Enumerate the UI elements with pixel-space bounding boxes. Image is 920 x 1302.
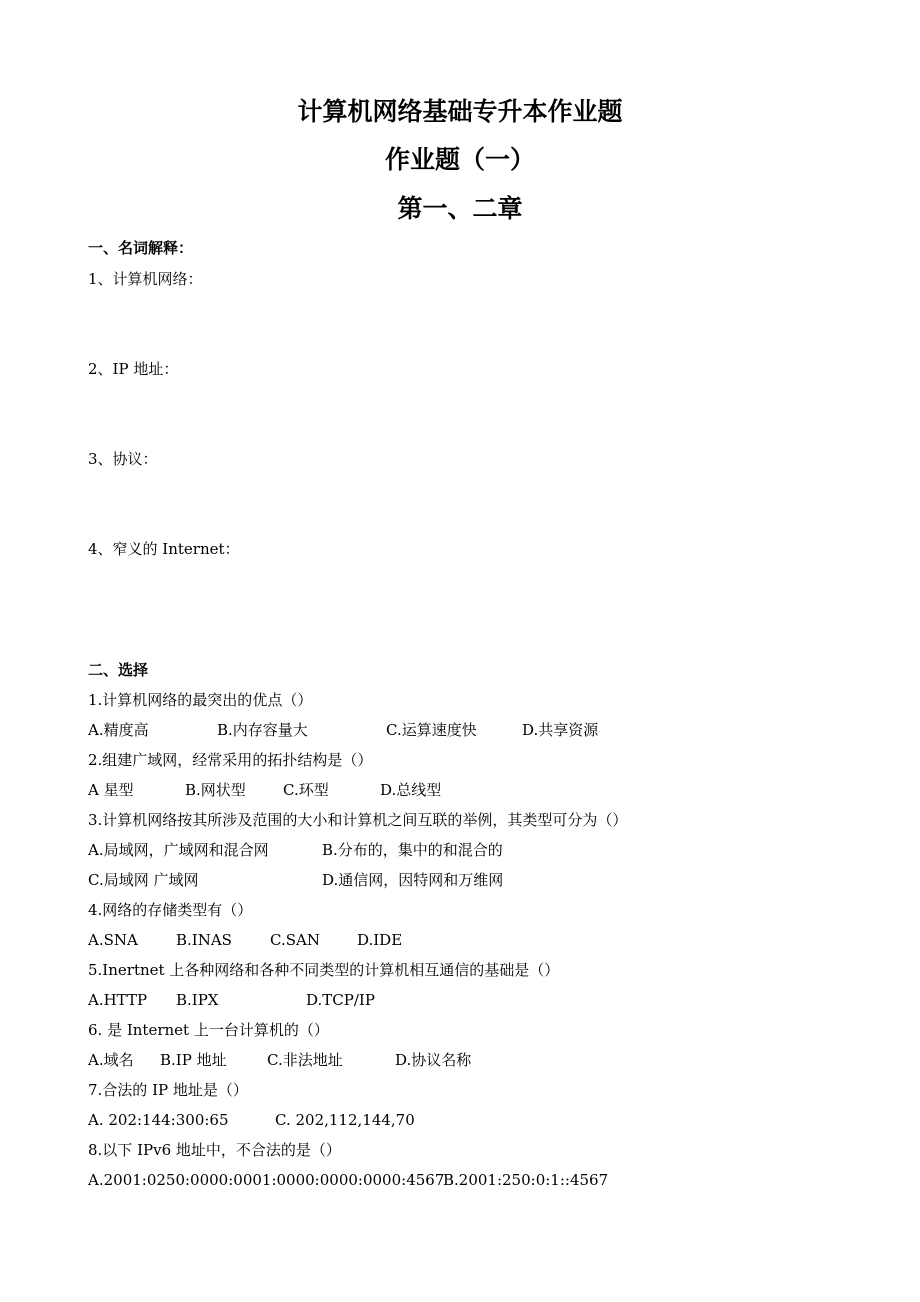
option-d: D.通信网，因特网和万维网 [322,871,504,889]
option-b: B.IPX [176,991,219,1009]
question-text: 5.Inertnet 上各种网络和各种不同类型的计算机相互通信的基础是（） [88,961,560,979]
option-b: B.分布的，集中的和混合的 [322,841,503,859]
option-a: A. 202:144:300:65 [88,1111,229,1129]
term-item: 2、IP 地址： [88,360,179,378]
question-text: 7.合法的 IP 地址是（） [88,1081,248,1099]
option-a: A.域名 [88,1051,134,1069]
option-a: A.HTTP [88,991,148,1009]
question-text: 3.计算机网络按其所涉及范围的大小和计算机之间互联的举例，其类型可分为（） [88,811,628,829]
section-heading-definitions: 一、名词解释： [88,239,194,257]
option-b: B.2001:250:0:1::4567 [443,1171,609,1189]
option-a: A.局域网，广域网和混合网 [88,841,269,859]
question-text: 1.计算机网络的最突出的优点（） [88,691,313,709]
option-c: C.局域网 广域网 [88,871,199,889]
question-text: 8.以下 IPv6 地址中，不合法的是（） [88,1141,341,1159]
option-d: D.共享资源 [522,721,599,739]
option-a: A.精度高 [88,721,149,739]
option-a: A.2001:0250:0000:0001:0000:0000:0000:4567 [88,1171,445,1189]
option-c: C.SAN [270,931,320,949]
option-a: A 星型 [88,781,134,799]
option-c: C.非法地址 [267,1051,343,1069]
option-d: D.IDE [357,931,403,949]
question-text: 4.网络的存储类型有（） [88,901,253,919]
option-b: B.IP 地址 [160,1051,227,1069]
document-title: 计算机网络基础专升本作业题 [297,97,623,126]
question-text: 2.组建广域网，经常采用的拓扑结构是（） [88,751,373,769]
option-d: D.协议名称 [395,1051,472,1069]
option-a: A.SNA [88,931,138,949]
term-item: 4、窄义的 Internet： [88,540,240,558]
option-c: C.环型 [283,781,329,799]
question-text: 6. 是 Internet 上一台计算机的（） [88,1021,329,1039]
term-item: 1、计算机网络： [88,270,203,288]
option-c: C.运算速度快 [386,721,477,739]
term-item: 3、协议： [88,450,158,468]
option-b: B.内存容量大 [217,721,308,739]
section-heading-choices: 二、选择 [88,661,149,679]
option-c: C. 202,112,144,70 [275,1111,415,1129]
option-d: D.总线型 [380,781,442,799]
option-d: D.TCP/IP [306,991,375,1009]
document-subtitle: 作业题（一） [384,145,535,174]
option-b: B.INAS [176,931,232,949]
chapter-heading: 第一、二章 [397,194,523,223]
option-b: B.网状型 [185,781,246,799]
